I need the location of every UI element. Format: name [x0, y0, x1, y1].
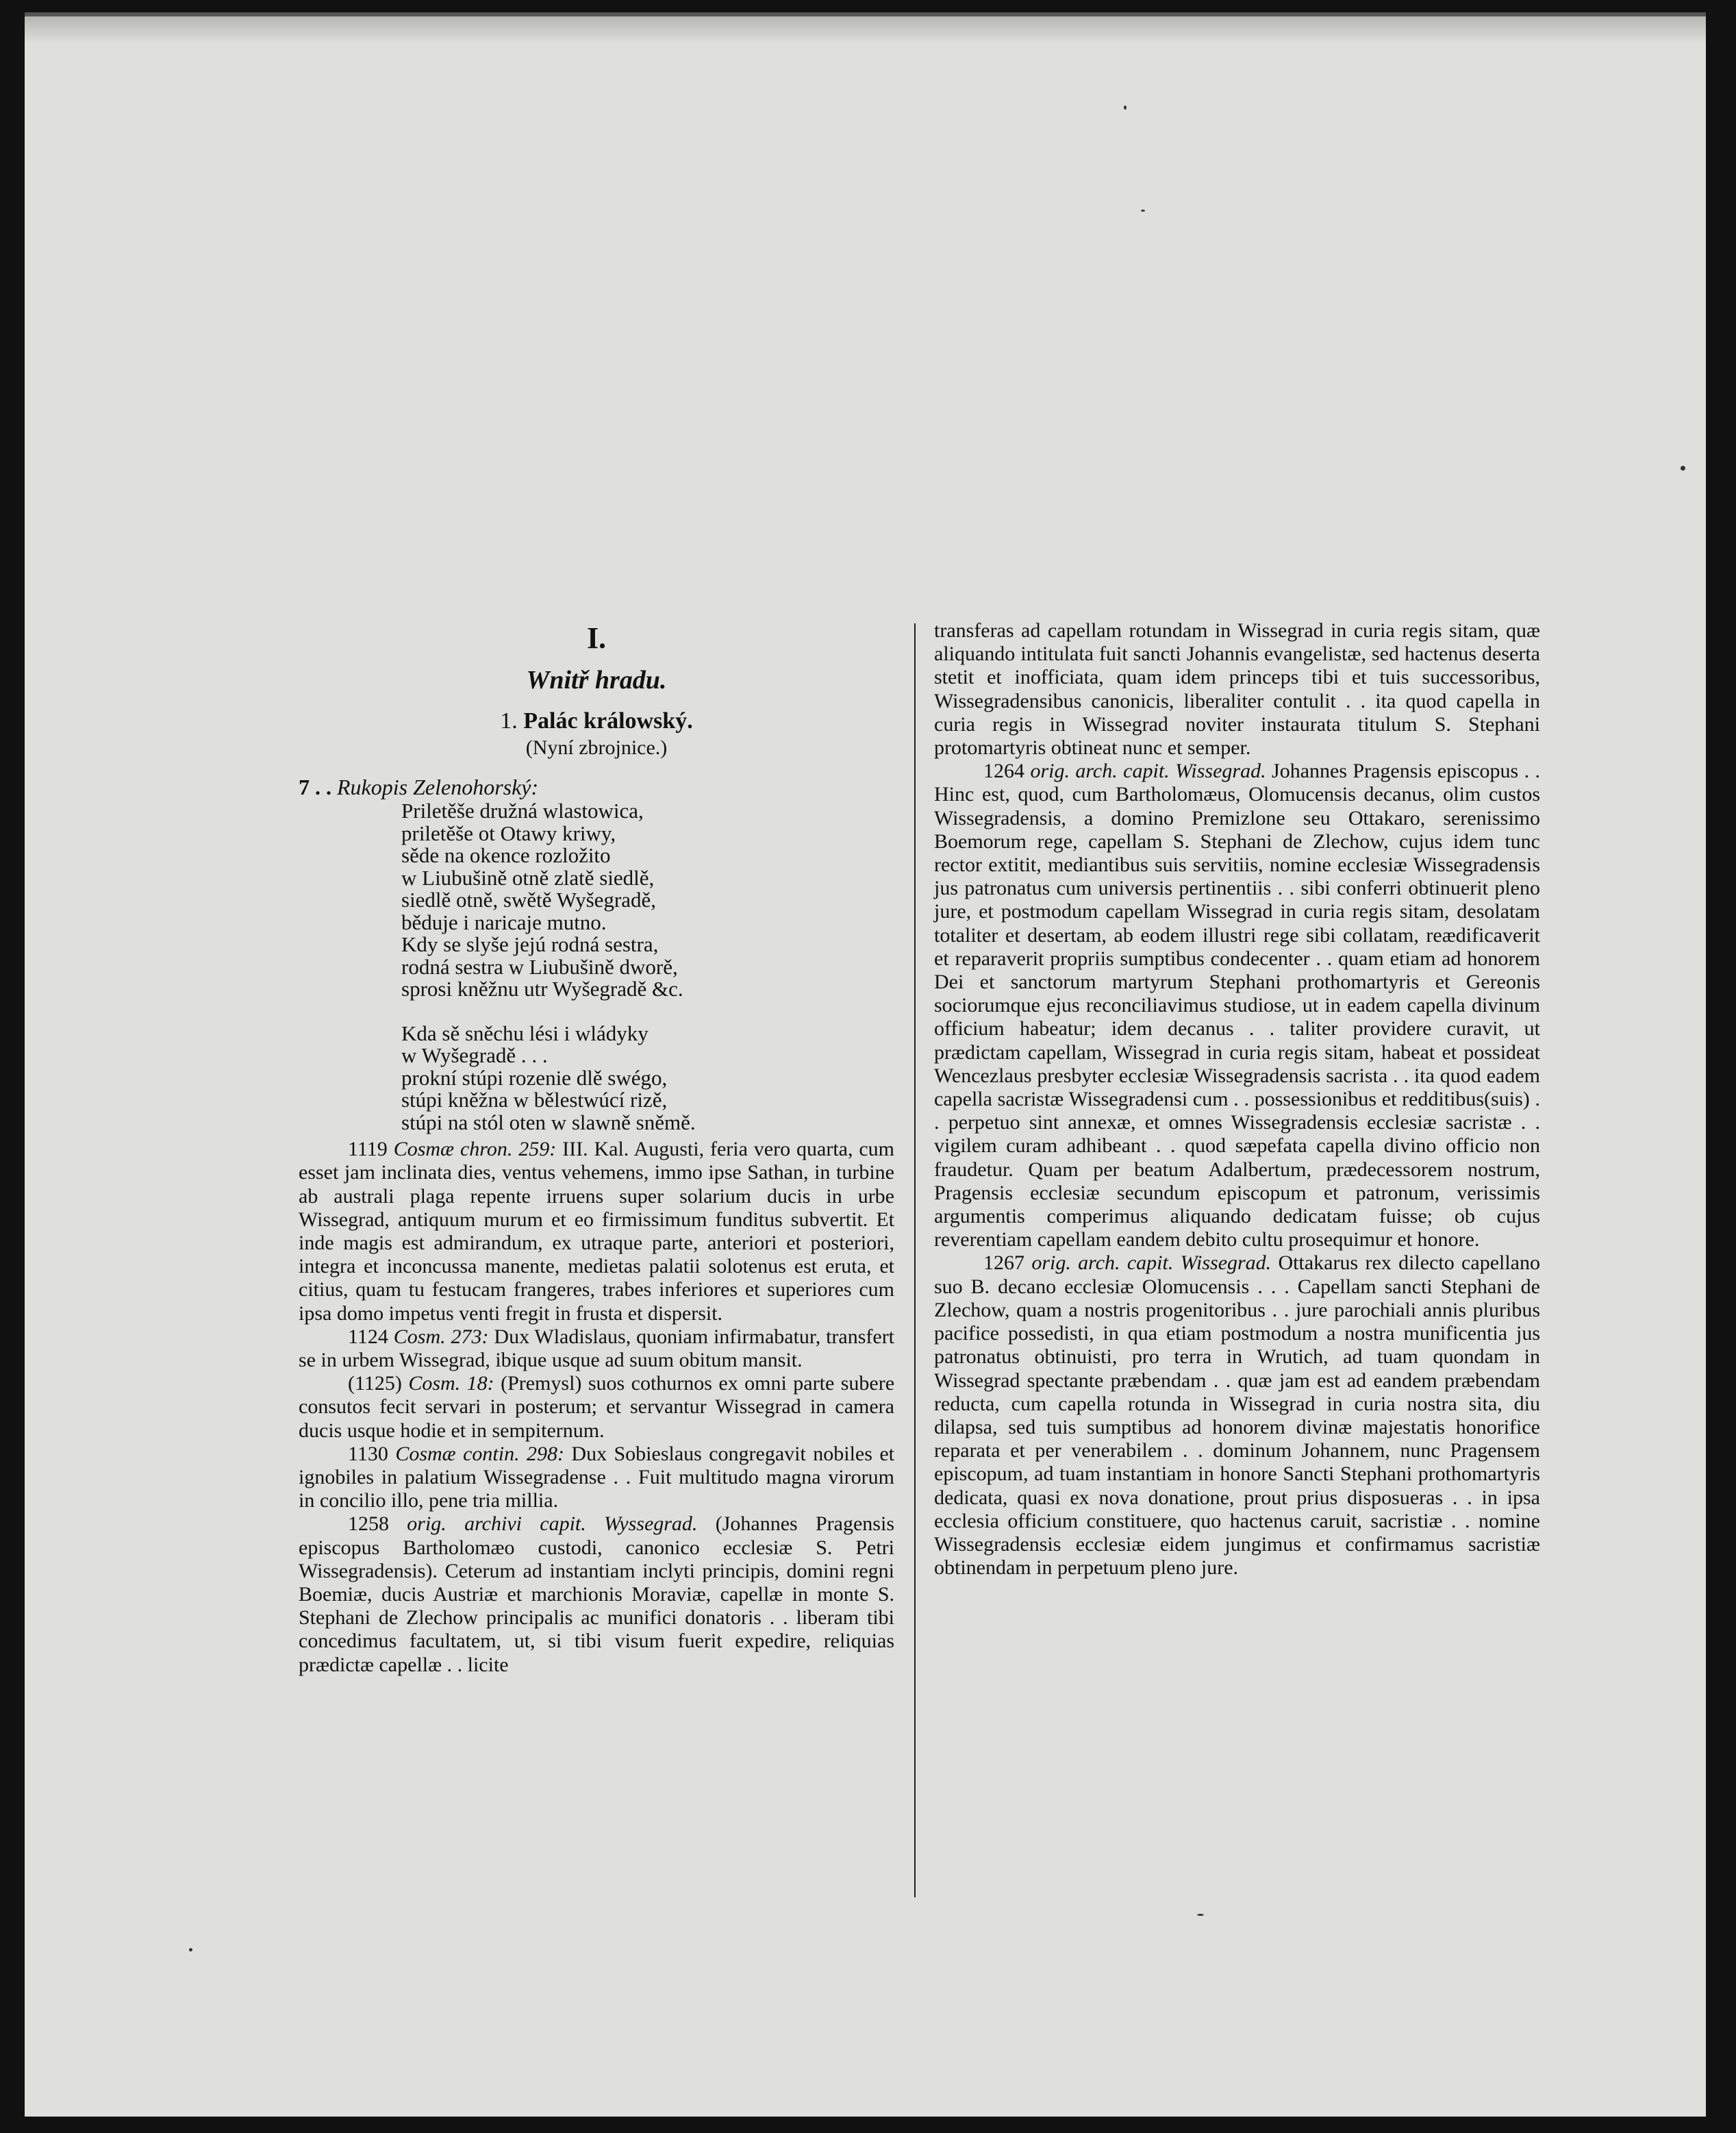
entry-1258-continuation: transferas ad capellam rotundam in Wissegrad in curia regis sitam, quæ aliquando intitulata fuit sancti Johannis evangelistæ, sed hactenus deserta stetit et inofficiata, quam idem princeps tibi et tuis successoribus, Wissegradensibus canonicis, liberaliter contulit . . ita quod capella in curia regis in Wissegrad noviter instaurata titulum S. Stephani protomartyris obtineat nunc et semper.: [934, 619, 1540, 760]
entry-year: 1124: [348, 1325, 388, 1348]
section-title: Wnitř hradu.: [526, 666, 667, 695]
entry-source: orig. arch. capit. Wissegrad.: [1030, 760, 1266, 783]
entry-source: orig. archivi capit. Wyssegrad.: [407, 1512, 698, 1536]
subsection-note: (Nyní zbrojnice.): [525, 736, 668, 759]
verse-line: siedlě otně, swětě Wyšegradě,: [401, 888, 657, 912]
right-column: [934, 619, 1540, 1580]
entry-1124: [299, 1325, 894, 1372]
verse-line: běduje i naricaje mutno.: [401, 910, 607, 934]
scan-speck: [1124, 105, 1127, 110]
left-column: [299, 619, 894, 1677]
entry-source: Cosmæ chron. 259:: [393, 1138, 557, 1161]
subsection-name: Palác králowský.: [523, 708, 693, 734]
verse-line: Priletěše družná wlastowica,: [401, 799, 644, 823]
entry-text: Ottakarus rex dilecto capellano suo B. decano ecclesiæ Olomucensis . . . Capellam sancti Stephani de Zlechow, quam a nostris progenitoribus . . jure parochiali annis pluribus pacifice possedisti, in qua etiam postmodum a nostra munificentia jus patronatus obtinuisti, pro terra in Wrutich, ad tuam quondam in Wissegrad spectante præbendam . . quæ jam est ad eandem præbendam reducta, cum capella rotunda in Wissegrad in curia nostra sita, diu dilapsa, sed tuis sumptibus ad honorem divinæ majestatis honorifice reparata et per venerabilem . . dominum Johannem, nunc Pragensem episcopum, ad tuam instantiam in honore Sancti Stephani prothomartyris dedicata, quasi ex nova donatione, prout prius disposueras . . in ipsa ecclesia officium constituere, quo hactenus caruit, sacristiæ . . nomine Wissegradensis ecclesiæ eidem jungimus et confirmamus sacristiæ obtinendam in perpetuum pleno jure.: [934, 1251, 1540, 1580]
entry-1264: [934, 760, 1540, 1251]
entry-1130: [299, 1443, 894, 1513]
verse-block-2: [401, 1023, 894, 1134]
rukopis-heading: [299, 775, 894, 799]
entry-year: 1258: [348, 1512, 389, 1536]
verse-line: prokní stúpi rozenie dlě swégo,: [401, 1065, 668, 1090]
verse-line: Kda sě sněchu lési i wládyky: [401, 1021, 649, 1045]
scanned-page: [25, 12, 1706, 2117]
verse-line: rodná sestra w Liubušině dworě,: [401, 954, 678, 979]
entry-text: Johannes Pragensis episcopus . . Hinc est, quod, cum Bartholomæus, Olomucensis decanus, olim custos Wissegradensis, a domino Premizlone seu Ottakaro, serenissimo Boemorum rege, capellam S. Stephani de Zlechow, cujus idem tunc rector extitit, mediantibus suis servitiis, nomine ecclesiæ Wissegradensis jus patronatus cum universis pertinentiis . . sibi conferri obtinuerit pleno jure, et postmodum capellam Wissegrad in curia regis sitam, desolatam totaliter et desertam, ab eodem illustri rege sibi collatam, reædificaverit et reparaverit propriis sumptibus condecenter . . quam etiam ad honorem Dei et sanctorum martyrum Stephani prothomartyris et Gereonis sociorumque ejus reconciliavimus studiose, ut in eadem capella divinum officium habeatur; idem decanus . . taliter providere curavit, ut prædictam capellam, Wissegrad in curia regis sitam, habeat et possideat Wencezlaus presbyter ecclesiæ Wissegradensis sacrista . . ita quod eadem capella sacristæ Wissegradensi cum . . possessionibus et redditibus(suis) . . perpetuo sint annexæ, et omnes Wissegradensis ecclesiæ sacristæ . . vigilem curam adhibeant . . quod sæpefata capella divino officio non fraudetur. Quam per beatum Adalbertum, prædecessorem nostrum, Pragensis ecclesiæ secundum episcopum et patronum, verissimis argumentis comperimus aliquando dedicatam fuisse; ob cujus reverentiam capellam eandem debito cultu prosequimur et honore.: [934, 760, 1541, 1251]
entry-source: Cosm. 18:: [408, 1372, 494, 1395]
verse-line: Kdy se slyše jejú rodná sestra,: [401, 932, 659, 957]
entry-source: Cosmæ contin. 298:: [395, 1442, 564, 1465]
subsection-number: 1.: [500, 708, 518, 734]
entry-text: Dux Sobieslaus congregavit nobiles et ignobiles in palatium Wissegradense . . Fuit multitudo magna virorum in concilio illo, pene tria millia.: [299, 1442, 894, 1512]
entry-year: 1130: [348, 1442, 388, 1465]
entry-year: 1264: [983, 760, 1024, 783]
entry-1119: [299, 1138, 894, 1325]
entry-text: III. Kal. Augusti, feria vero quarta, cum esset jam inclinata dies, ventus vehemens, immo ipse Sathan, in turbine ab australi plaga repente irruens super solarium ducis in urbe Wissegrad, antiquum murum et eo firmissimum funditus subvertit. Et inde magis est admirandum, ex utraque parte, anteriori et posteriori, integra et inconcussa manente, medietas palatii solotenus est eruta, et citius, quam tu festucam frangeres, trabes inferiores et superiores cum ipsa domo impetus venti fregit in frusta et dispersit.: [299, 1138, 895, 1325]
verse-line: priletěše ot Otawy kriwy,: [401, 821, 616, 845]
verse-block-1: [401, 800, 894, 1001]
section-roman-numeral: I.: [586, 621, 607, 655]
verse-line: stúpi na stól oten w slawně sněmě.: [401, 1110, 696, 1134]
verse-line: w Liubušině otně zlatě siedlě,: [401, 865, 655, 890]
verse-line: sprosi kněžnu utr Wyšegradě &c.: [401, 977, 683, 1001]
entry-text: (Premysl) suos cothurnos ex omni parte subere consutos fecit servari in posterum; et servantur Wissegrad in camera ducis usque hodie et in sempiternum.: [299, 1372, 895, 1442]
entry-text: (Johannes Pragensis episcopus Bartholomæo custodi, canonico ecclesiæ S. Petri Wissegradensis). Ceterum ad instantiam inclyti principis, domini regni Boemiæ, ducis Austriæ et marchionis Moraviæ, capellæ in monte S. Stephani de Zlechow principalis ac munifici donatoris . . liberam tibi concedimus facultatem, ut, si tibi visum fuerit expedire, reliquias prædictæ capellæ . . licite: [299, 1512, 894, 1676]
scan-edge: [25, 16, 1706, 44]
subsection-title: [299, 707, 894, 736]
entry-year: 1119: [348, 1138, 388, 1161]
rukopis-source: Rukopis Zelenohorský:: [337, 775, 539, 799]
scan-speck: [1681, 466, 1685, 471]
scan-speck: [1141, 210, 1145, 212]
entry-source: orig. arch. capit. Wissegrad.: [1031, 1251, 1272, 1275]
entry-year: 1267: [983, 1251, 1024, 1275]
entry-1258: [299, 1512, 894, 1676]
scan-speck: [189, 1948, 192, 1951]
column-divider: [914, 623, 916, 1897]
rukopis-number: 7 . .: [299, 775, 331, 799]
verse-line: w Wyšegradě . . .: [401, 1043, 548, 1068]
entry-text: Dux Wladislaus, quoniam infirmabatur, transfert se in urbem Wissegrad, ibique usque ad suum obitum mansit.: [299, 1325, 895, 1372]
entry-source: Cosm. 273:: [393, 1325, 489, 1348]
verse-line: stúpi kněžna w bělestwúcí rizě,: [401, 1088, 668, 1112]
entry-year: (1125): [348, 1372, 402, 1395]
entry-1125: [299, 1372, 894, 1443]
page-content: [299, 619, 1542, 1921]
entry-1267: [934, 1251, 1540, 1580]
verse-line: sěde na okence rozložito: [401, 843, 611, 868]
